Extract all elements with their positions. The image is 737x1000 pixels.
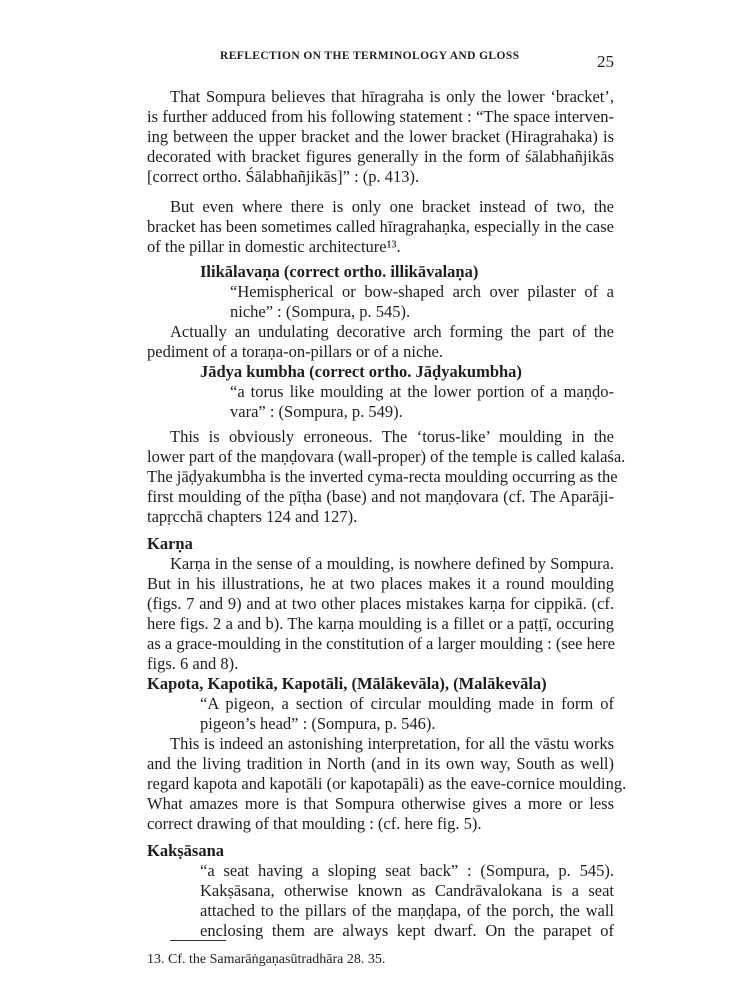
- term-heading: Karṇa: [147, 534, 193, 553]
- text-line: “A pigeon, a section of circular moulding made in form of: [200, 694, 614, 713]
- text-line: “a torus like moulding at the lower portion of a maṇḍo-: [230, 382, 614, 401]
- text-line: bracket has been sometimes called hīragrahaṇka, especially in the case: [147, 217, 614, 236]
- text-line: This is indeed an astonishing interpretation, for all the vāstu works: [170, 734, 614, 753]
- term-heading: Kakṣāsana: [147, 841, 225, 860]
- running-head: REFLECTION ON THE TERMINOLOGY AND GLOSS: [220, 50, 520, 62]
- text-line: decorated with bracket figures generally in the form of śālabhañjikās: [147, 147, 614, 166]
- text-line: pediment of a toraṇa-on-pillars or of a niche.: [147, 342, 443, 361]
- text-line: attached to the pillars of the maṇḍapa, of the porch, the wall: [200, 901, 614, 920]
- footnote-rule: [170, 940, 226, 941]
- text-line: is further adduced from his following statement : “The space interven-: [147, 107, 614, 126]
- text-line: first moulding of the pīṭha (base) and not maṇḍovara (cf. The Aparāji-: [147, 487, 614, 506]
- text-line: “a seat having a sloping seat back” : (Sompura, p. 545).: [200, 861, 614, 880]
- page-number: 25: [597, 52, 614, 71]
- text-line: pigeon’s head” : (Sompura, p. 546).: [200, 714, 436, 733]
- text-line: figs. 6 and 8).: [147, 654, 239, 673]
- text-line: vara” : (Sompura, p. 549).: [230, 402, 403, 421]
- text-line: Actually an undulating decorative arch forming the part of the: [170, 322, 614, 341]
- text-line: enclosing them are always kept dwarf. On the parapet of: [200, 921, 614, 940]
- text-line: niche” : (Sompura, p. 545).: [230, 302, 411, 321]
- text-line: But in his illustrations, he at two places makes it a round moulding: [147, 574, 614, 593]
- text-line: [correct ortho. Śālabhañjikās]” : (p. 413).: [147, 167, 420, 186]
- term-heading: Jādya kumbha (correct ortho. Jāḍyakumbha): [200, 362, 522, 381]
- text-line: The jāḍyakumbha is the inverted cyma-recta moulding occurring as the: [147, 467, 618, 486]
- text-line: “Hemispherical or bow-shaped arch over pilaster of a: [230, 282, 614, 301]
- text-line: ing between the upper bracket and the lower bracket (Hiragrahaka) is: [147, 127, 614, 146]
- text-line: But even where there is only one bracket instead of two, the: [170, 197, 614, 216]
- text-line: This is obviously erroneous. The ‘torus-like’ moulding in the: [170, 427, 614, 446]
- term-heading: Kapota, Kapotikā, Kapotāli, (Mālākevāla), (Malākevāla): [147, 674, 547, 693]
- text-line: What amazes more is that Sompura otherwise gives a more or less: [147, 794, 614, 813]
- text-line: (figs. 7 and 9) and at two other places mistakes karṇa for cippikā. (cf.: [147, 594, 614, 613]
- text-line: Kakṣāsana, otherwise known as Candrāvalokana is a seat: [200, 881, 614, 900]
- text-line: lower part of the maṇḍovara (wall-proper) of the temple is called kalaśa.: [147, 447, 626, 466]
- text-line: here figs. 2 a and b). The karṇa moulding is a fillet or a paṭṭī, occuring: [147, 614, 614, 633]
- text-line: Karṇa in the sense of a moulding, is nowhere defined by Sompura.: [170, 554, 614, 573]
- term-heading: Ilikālavaṇa (correct ortho. illikāvalaṇa): [200, 262, 479, 281]
- text-line: and the living tradition in North (and in its own way, South as well): [147, 754, 614, 773]
- footnote: 13. Cf. the Samarāṅgaṇasūtradhāra 28. 35.: [147, 952, 386, 967]
- text-line: correct drawing of that moulding : (cf. here fig. 5).: [147, 814, 482, 833]
- text-line: That Sompura believes that hīragraha is only the lower ‘bracket’,: [170, 87, 614, 106]
- text-line: as a grace-moulding in the constitution of a larger moulding : (see here: [147, 634, 615, 653]
- text-line: of the pillar in domestic architecture¹³.: [147, 237, 401, 256]
- text-line: regard kapota and kapotāli (or kapotapāli) as the eave-cornice moulding.: [147, 774, 627, 793]
- text-line: tapṛcchā chapters 124 and 127).: [147, 507, 358, 526]
